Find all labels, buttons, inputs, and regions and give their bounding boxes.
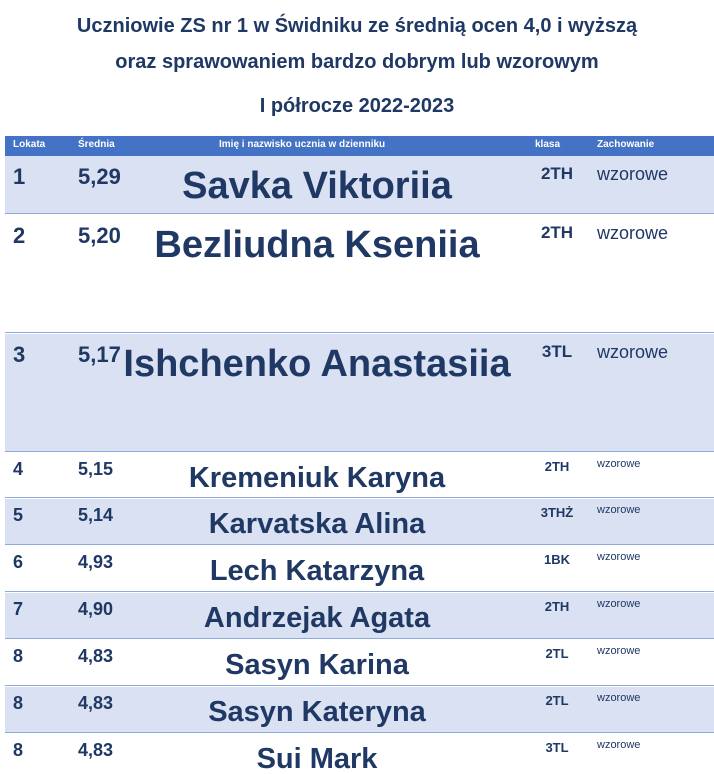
table-row <box>5 546 714 593</box>
cell-zachowanie: wzorowe <box>597 458 641 470</box>
cell-student-name: Bezliudna Kseniia <box>154 224 480 266</box>
header-klasa: klasa <box>535 139 561 150</box>
cell-lokata: 8 <box>13 693 24 713</box>
cell-srednia: 5,29 <box>78 164 121 189</box>
table-row <box>5 640 714 687</box>
cell-klasa: 2TL <box>545 646 569 661</box>
cell-zachowanie: wzorowe <box>597 164 669 184</box>
cell-klasa: 2TL <box>545 693 569 708</box>
cell-student-name: Sasyn Karina <box>225 649 409 681</box>
cell-zachowanie: wzorowe <box>597 598 641 610</box>
cell-zachowanie: wzorowe <box>597 551 641 563</box>
table-row <box>5 687 714 734</box>
header-srednia: Średnia <box>78 139 115 150</box>
header-zachowanie: Zachowanie <box>597 139 655 150</box>
title-line-3: I półrocze 2022-2023 <box>259 95 455 117</box>
cell-zachowanie: wzorowe <box>597 342 669 362</box>
cell-zachowanie: wzorowe <box>597 504 641 516</box>
cell-klasa: 2TH <box>540 223 574 242</box>
cell-srednia: 4,83 <box>78 646 114 666</box>
cell-srednia: 4,83 <box>78 740 114 760</box>
table-row <box>5 734 714 774</box>
title-line-2: oraz sprawowaniem bardzo dobrym lub wzorowym <box>115 51 599 73</box>
cell-student-name: Lech Katarzyna <box>209 555 425 587</box>
cell-srednia: 4,83 <box>78 693 114 713</box>
cell-student-name: Andrzejak Agata <box>203 602 431 634</box>
cell-klasa: 3TL <box>545 740 569 755</box>
cell-klasa: 2TH <box>540 164 574 183</box>
title-line-1: Uczniowie ZS nr 1 w Świdniku ze średnią ocen 4,0 i wyższą <box>76 15 638 37</box>
table-row <box>5 593 714 640</box>
table-header <box>5 136 714 156</box>
table-row <box>5 499 714 546</box>
cell-klasa: 1BK <box>543 552 570 567</box>
cell-student-name: Sui Mark <box>256 743 378 774</box>
table-row <box>5 334 714 453</box>
table-row <box>5 156 714 215</box>
cell-klasa: 2TH <box>544 459 570 474</box>
cell-srednia: 5,20 <box>78 223 121 248</box>
cell-lokata: 8 <box>13 646 24 666</box>
table-row <box>5 453 714 499</box>
cell-lokata: 7 <box>13 599 24 619</box>
cell-student-name: Kremeniuk Karyna <box>188 462 446 494</box>
cell-lokata: 3 <box>13 342 26 367</box>
cell-lokata: 6 <box>13 552 24 572</box>
cell-lokata: 5 <box>13 505 24 525</box>
header-lokata: Lokata <box>13 139 46 150</box>
cell-srednia: 5,14 <box>78 505 114 525</box>
cell-student-name: Sasyn Kateryna <box>208 696 426 728</box>
cell-zachowanie: wzorowe <box>597 739 641 751</box>
cell-zachowanie: wzorowe <box>597 223 669 243</box>
cell-lokata: 8 <box>13 740 24 760</box>
cell-zachowanie: wzorowe <box>597 645 641 657</box>
cell-student-name: Karvatska Alina <box>208 508 426 540</box>
cell-srednia: 5,15 <box>78 459 114 479</box>
cell-zachowanie: wzorowe <box>597 692 641 704</box>
cell-srednia: 5,17 <box>78 342 121 367</box>
cell-lokata: 1 <box>13 164 26 189</box>
cell-student-name: Savka Viktoriia <box>182 165 452 207</box>
cell-srednia: 4,90 <box>78 599 114 619</box>
cell-student-name: Ishchenko Anastasiia <box>123 343 511 385</box>
cell-lokata: 2 <box>13 223 26 248</box>
cell-klasa: 2TH <box>544 599 570 614</box>
cell-klasa: 3THŻ <box>540 505 574 520</box>
table-row <box>5 215 714 334</box>
header-imie: Imię i nazwisko ucznia w dzienniku <box>219 139 386 150</box>
cell-lokata: 4 <box>13 459 24 479</box>
ranking-table <box>5 136 714 774</box>
cell-klasa: 3TL <box>541 342 573 361</box>
cell-srednia: 4,93 <box>78 552 114 572</box>
